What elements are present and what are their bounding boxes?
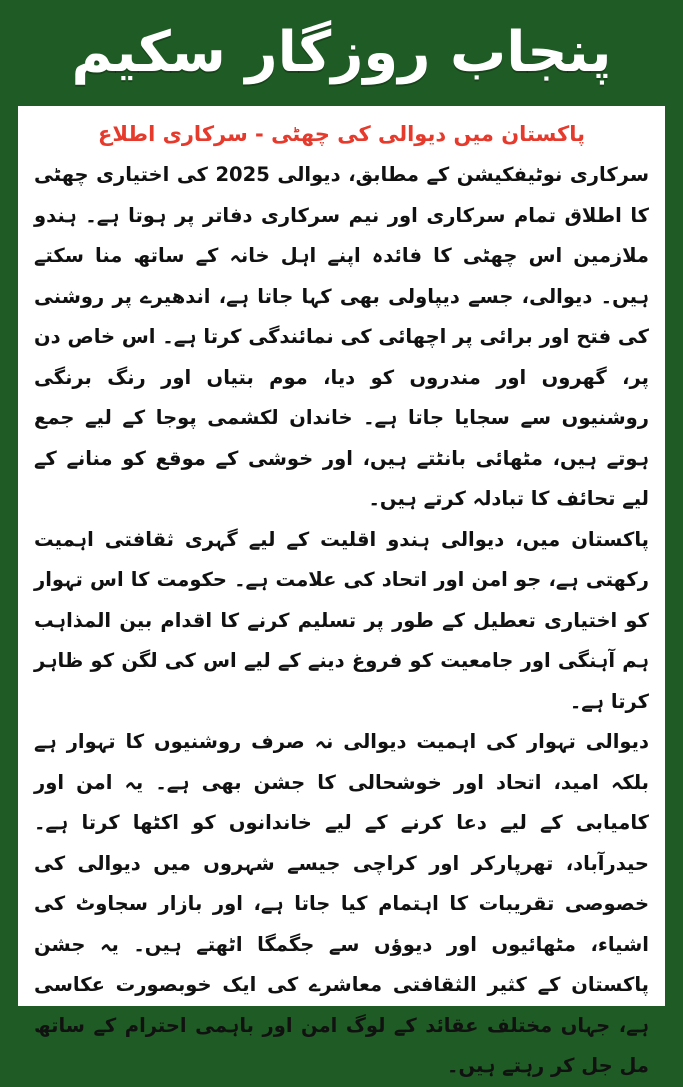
page-title: پنجاب روزگار سکیم [71,20,612,85]
article-card [18,106,665,1078]
article-subtitle: پاکستان میں دیوالی کی چھٹی - سرکاری اطلاع [98,122,585,146]
header-banner [0,0,683,106]
article-paragraph-3: دیوالی تہوار کی اہمیت دیوالی نہ صرف روشنیوں کا تہوار ہے بلکہ امید، اتحاد اور خوشحالی کا جشن بھی ہے۔ یہ امن اور کامیابی کے لیے دعا کرنے کے لیے خاندانوں کو اکٹھا کرتا ہے۔ حیدرآباد، تھرپارکر اور کراچی جیسے شہروں میں دیوالی کی خصوصی تقریبات کا اہتمام کیا جاتا ہے، اور بازار سجاوٹ کی اشیاء، مٹھائیوں اور دیوؤں سے جگمگا اٹھتے ہیں۔ یہ جشن پاکستان کے کثیر الثقافتی معاشرے کی ایک خوبصورت عکاسی ہے، جہاں مختلف عقائد کے لوگ امن اور باہمی احترام کے ساتھ مل جل کر رہتے ہیں۔ [34,730,649,1078]
article-paragraph-1: سرکاری نوٹیفکیشن کے مطابق، دیوالی 2025 کی اختیاری چھٹی کا اطلاق تمام سرکاری اور نیم سرکاری دفاتر پر ہوتا ہے۔ ہندو ملازمین اس چھٹی کا فائدہ اپنے اہل خانہ کے ساتھ منا سکتے ہیں۔ دیوالی، جسے دیپاولی بھی کہا جاتا ہے، اندھیرے پر روشنی کی فتح اور برائی پر اچھائی کی نمائندگی کرتا ہے۔ اس خاص دن پر، گھروں اور مندروں کو دیا، موم بتیاں اور رنگ برنگی روشنیوں سے سجایا جاتا ہے۔ خاندان لکشمی پوجا کے لیے جمع ہوتے ہیں، مٹھائی بانٹتے ہیں، اور خوشی کے موقع کو منانے کے لیے تحائف کا تبادلہ کرتے ہیں۔ [34,163,649,511]
article-paragraph-2: پاکستان میں، دیوالی ہندو اقلیت کے لیے گہری ثقافتی اہمیت رکھتی ہے، جو امن اور اتحاد کی علامت ہے۔ حکومت کا اس تہوار کو اختیاری تعطیل کے طور پر تسلیم کرنے کا اقدام بین المذاہب ہم آہنگی اور جامعیت کو فروغ دینے کے لیے اس کی لگن کو ظاہر کرتا ہے۔ [34,527,649,713]
